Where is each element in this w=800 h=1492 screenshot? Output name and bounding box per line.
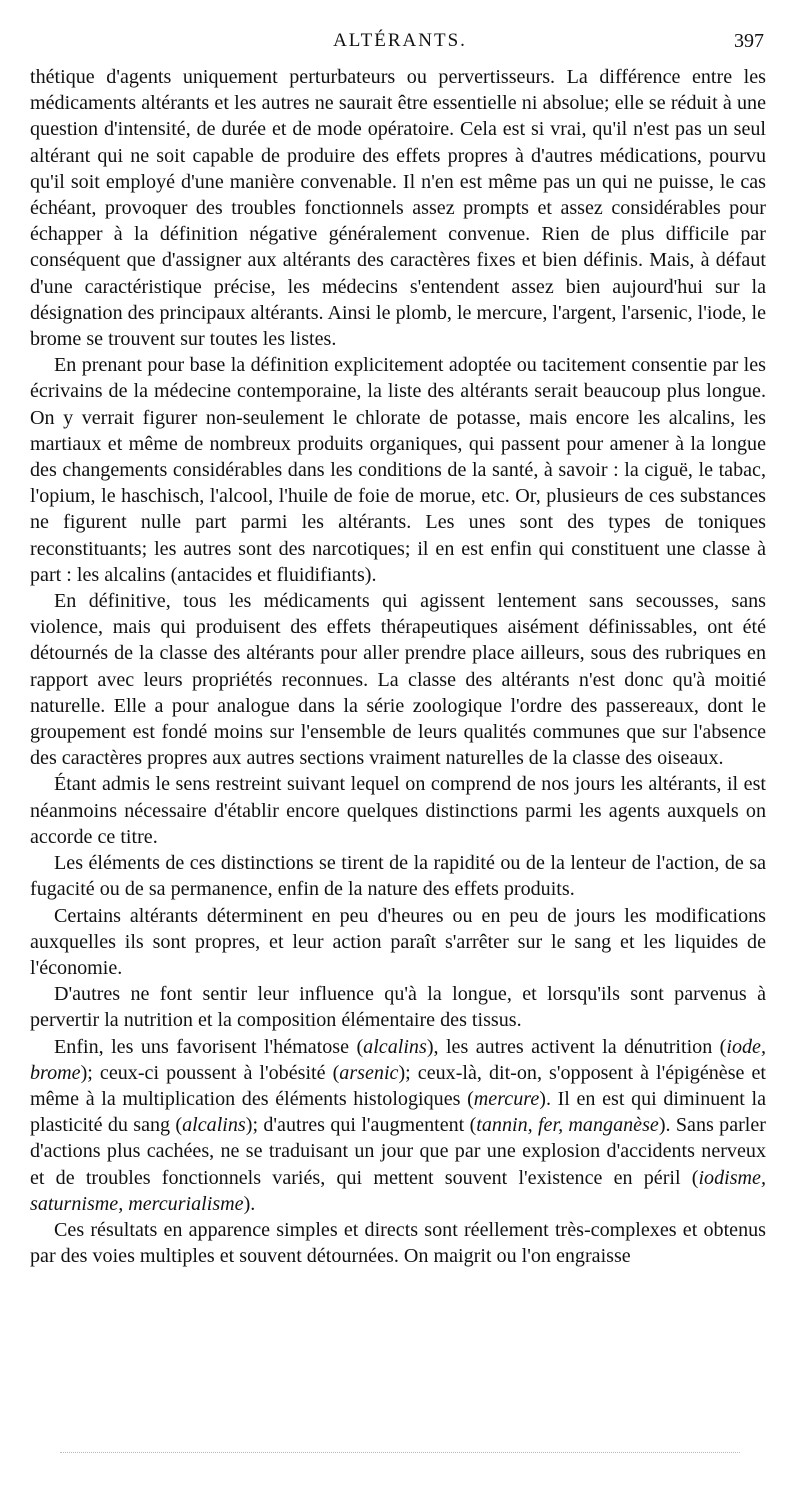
- paragraph: [30, 1217, 766, 1269]
- paragraph-text: Certains altérants déterminent en peu d'heures ou en peu de jours les modifications auxquelles ils sont propres, et leur action paraît s'arrêter sur le sang et les liquides de l'économie.: [30, 904, 766, 979]
- italic-term: alcalins: [363, 1035, 427, 1058]
- italic-term: iode, brome: [30, 1035, 766, 1084]
- footer-rule: [60, 1452, 740, 1453]
- paragraph-text: ).: [243, 1192, 256, 1215]
- page-number: 397: [734, 30, 764, 52]
- paragraph: [30, 588, 766, 771]
- paragraph-text: ), les autres activent la dénutrition (: [426, 1035, 727, 1058]
- paragraph-text: Étant admis le sens restreint suivant lequel on comprend de nos jours les altérants, il est néanmoins nécessaire d'établir encore quelques distinctions parmi les agents auxquels on accorde ce titre.: [30, 773, 766, 848]
- body-text: [30, 64, 766, 1269]
- paragraph-text: ). Sans parler d'actions plus cachées, ne se traduisant un jour que par une explosion d'accidents nerveux et de troubles fonctionnels variés, qui mettent souvent l'existence en péril (: [30, 1114, 766, 1189]
- italic-term: tannin, fer, manganèse: [476, 1114, 659, 1137]
- italic-term: alcalins: [182, 1114, 246, 1137]
- paragraph-text: En prenant pour base la définition explicitement adoptée ou tacitement consentie par les écrivains de la médecine contemporaine, la liste des altérants serait beaucoup plus longue. On y verrait figurer non-seulement le chlorate de potasse, mais encore les alcalins, les martiaux et même de nombreux produits organiques, qui passent pour amener à la longue des changements considérables dans les conditions de la santé, à savoir : la ciguë, le tabac, l'opium, le haschisch, l'alcool, l'huile de foie de morue, etc. Or, plusieurs de ces substances ne figurent nulle part parmi les altérants. Les unes sont des types de toniques reconstituants; les autres sont des narcotiques; il en est enfin qui constituent une classe à part : les alcalins (antacides et fluidifiants).: [30, 354, 766, 586]
- paragraph: [30, 352, 766, 588]
- paragraph: [30, 903, 766, 982]
- paragraph-text: Enfin, les uns favorisent l'hématose (: [54, 1035, 364, 1058]
- italic-term: arsenic: [339, 1061, 399, 1084]
- paragraph-text: En définitive, tous les médicaments qui agissent lentement sans secousses, sans violence, mais qui produisent des effets thérapeutiques aisément définissables, ont été détournés de la classe des altérants pour aller prendre place ailleurs, sous des rubriques en rapport avec leurs propriétés reconnues. La classe des altérants n'est donc qu'à moitié naturelle. Elle a pour analogue dans la série zoologique l'ordre des passereaux, dont le groupement est fondé moins sur l'ensemble de leurs qualités communes que sur l'absence des caractères propres aux autres sections vraiment naturelles de la classe des oiseaux.: [30, 590, 766, 770]
- paragraph-text: ); ceux-là, dit-on, s'opposent à l'épigénèse et même à la multiplication des éléments histologiques (: [30, 1061, 766, 1110]
- paragraph-text: thétique d'agents uniquement perturbateurs ou pervertisseurs. La différence entre les médicaments altérants et les autres ne saurait être essentielle ni absolue; elle se réduit à une question d'intensité, de durée et de mode opératoire. Cela est si vrai, qu'il n'est pas un seul altérant qui ne soit capable de produire des effets propres à d'autres médications, pourvu qu'il soit employé d'une manière convenable. Il n'en est même pas un qui ne puisse, le cas échéant, provoquer des troubles fonctionnels assez prompts et assez considérables pour échapper à la définition négative généralement convenue. Rien de plus difficile par conséquent que d'assigner aux altérants des caractères fixes et bien définis. Mais, à défaut d'une caractéristique précise, les médecins s'entendent assez bien aujourd'hui sur la désignation des principaux altérants. Ainsi le plomb, le mercure, l'argent, l'arsenic, l'iode, le brome se trouvent sur toutes les listes.: [30, 66, 766, 351]
- paragraph-text: ); ceux-ci poussent à l'obésité (: [80, 1061, 340, 1084]
- paragraph: [30, 981, 766, 1033]
- paragraph-text: ). Il en est qui diminuent la plasticité du sang (: [30, 1087, 767, 1137]
- italic-term: iodisme, saturnisme, mercurialisme: [30, 1166, 766, 1215]
- paragraph-text: Les éléments de ces distinctions se tirent de la rapidité ou de la lenteur de l'action, de sa fugacité ou de sa permanence, enfin de la nature des effets produits.: [30, 852, 766, 901]
- paragraph: [30, 64, 766, 352]
- paragraph-text: Ces résultats en apparence simples et directs sont réellement très-complexes et obtenus par des voies multiples et souvent détournées. On maigrit ou l'on engraisse: [30, 1218, 766, 1268]
- paragraph: [30, 771, 766, 850]
- paragraph-text: ); d'autres qui l'augmentent (: [245, 1114, 477, 1137]
- paragraph: [30, 1034, 766, 1217]
- paragraph-text: D'autres ne font sentir leur influence qu'à la longue, et lorsqu'ils sont parvenus à pervertir la nutrition et la composition élémentaire des tissus.: [30, 983, 766, 1032]
- running-head: [30, 30, 770, 58]
- italic-term: mercure: [473, 1087, 540, 1110]
- paragraph: [30, 850, 766, 902]
- running-title: ALTÉRANTS.: [333, 30, 467, 51]
